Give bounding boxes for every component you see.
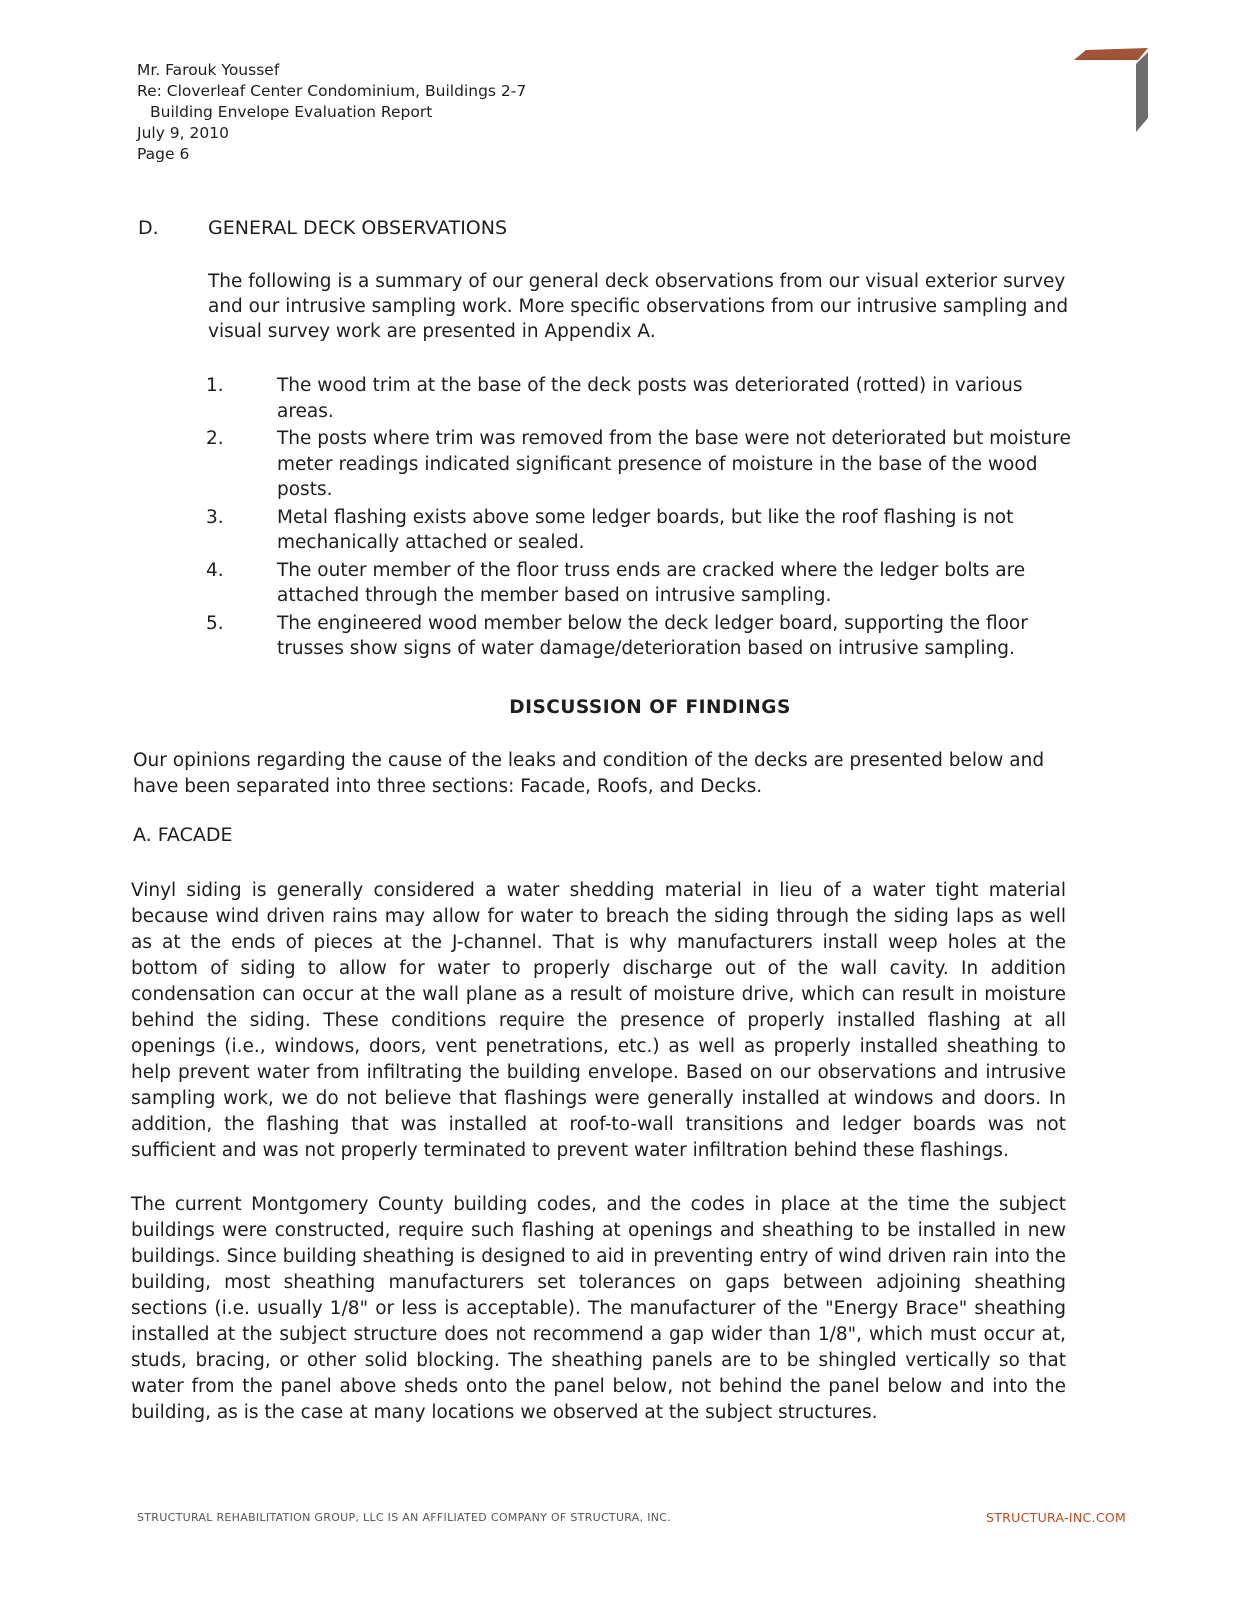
footer-website-link[interactable]: STRUCTURA-INC.COM [986,1510,1127,1525]
list-item-number: 1. [206,375,224,396]
list-item-text: The wood trim at the base of the deck posts was deteriorated (rotted) in various areas. [277,375,1023,422]
discussion-intro: Our opinions regarding the cause of the leaks and condition of the decks are presented below and have been separated into three sections: Facade, Roofs, and Decks. [133,750,1045,797]
list-item [206,373,1076,424]
section-d-heading [138,217,507,239]
list-item-number: 4. [206,559,224,581]
section-letter: D. [138,217,159,239]
structura-logo-icon [1068,46,1158,138]
recipient-line: Mr. Farouk Youssef [137,61,280,79]
date-line: July 9, 2010 [137,124,229,142]
page-number: Page 6 [137,145,190,163]
deck-observations-list [206,373,1076,664]
list-item [206,505,1076,556]
facade-heading: A. FACADE [133,824,233,846]
footer-affiliation: STRUCTURAL REHABILITATION GROUP, LLC IS AN AFFILIATED COMPANY OF STRUCTURA, INC. [137,1511,672,1524]
list-item-number: 5. [206,612,224,634]
re-line: Re: Cloverleaf Center Condominium, Buildings 2-7 [137,82,527,100]
logo-side-bar [1136,52,1148,132]
list-item [206,426,1076,503]
list-item [206,558,1076,609]
list-item-number: 2. [206,428,224,449]
list-item [206,611,1076,662]
letter-header [137,60,526,165]
list-item-text: The outer member of the floor truss ends are cracked where the ledger bolts are attached through the member based on intrusive sampling. [277,559,1026,606]
section-d-intro: The following is a summary of our general deck observations from our visual exterior survey and our intrusive sampling work. More specific observations from our intrusive sampling and visual survey work are presented in Appendix A. [208,271,1069,342]
list-item-text: The posts where trim was removed from the base were not deteriorated but moisture meter readings indicated significant presence of moisture in the base of the wood posts. [277,428,1071,500]
section-title: GENERAL DECK OBSERVATIONS [208,217,508,239]
list-item-text: Metal flashing exists above some ledger boards, but like the roof flashing is not mechanically attached or sealed. [277,506,1014,553]
facade-paragraph-2: The current Montgomery County building codes, and the codes in place at the time the subject buildings were constructed, require such flashing at openings and sheathing to be installed in new buildings. Since building sheathing is designed to aid in preventing entry of wind driven rain into the building, most sheathing manufacturers set tolerances on gaps between adjoining sheathing sections (i.e. usually 1/8" or less is acceptable). The manufacturer of the "Energy Brace" sheathing installed at the subject structure does not recommend a gap wider than 1/8", which must occur at, studs, bracing, or other solid blocking. The sheathing panels are to be shingled vertically so that water from the panel above sheds onto the panel below, not behind the panel below and into the building, as is the case at many locations we observed at the subject structures. [131,1194,1066,1423]
discussion-title: DISCUSSION OF FINDINGS [509,697,791,718]
facade-paragraph-1: Vinyl siding is generally considered a water shedding material in lieu of a water tight material because wind driven rains may allow for water to breach the siding through the siding laps as well as at the ends of pieces at the J-channel. That is why manufacturers install weep holes at the bottom of siding to allow for water to properly discharge out of the wall cavity. In addition condensation can occur at the wall plane as a result of moisture drive, which can result in moisture behind the siding. These conditions require the presence of properly installed flashing at all openings (i.e., windows, doors, vent penetrations, etc.) as well as properly installed sheathing to help prevent water from infiltrating the building envelope. Based on our observations and intrusive sampling work, we do not believe that flashings were generally installed at windows and doors. In addition, the flashing that was installed at roof-to-wall transitions and ledger boards was not sufficient and was not properly terminated to prevent water infiltration behind these flashings. [131,880,1066,1161]
subject-line: Building Envelope Evaluation Report [150,103,433,121]
list-item-number: 3. [206,506,224,528]
logo-top-bar [1074,48,1148,60]
list-item-text: The engineered wood member below the deck ledger board, supporting the floor trusses show signs of water damage/deterioration based on intrusive sampling. [277,612,1028,659]
